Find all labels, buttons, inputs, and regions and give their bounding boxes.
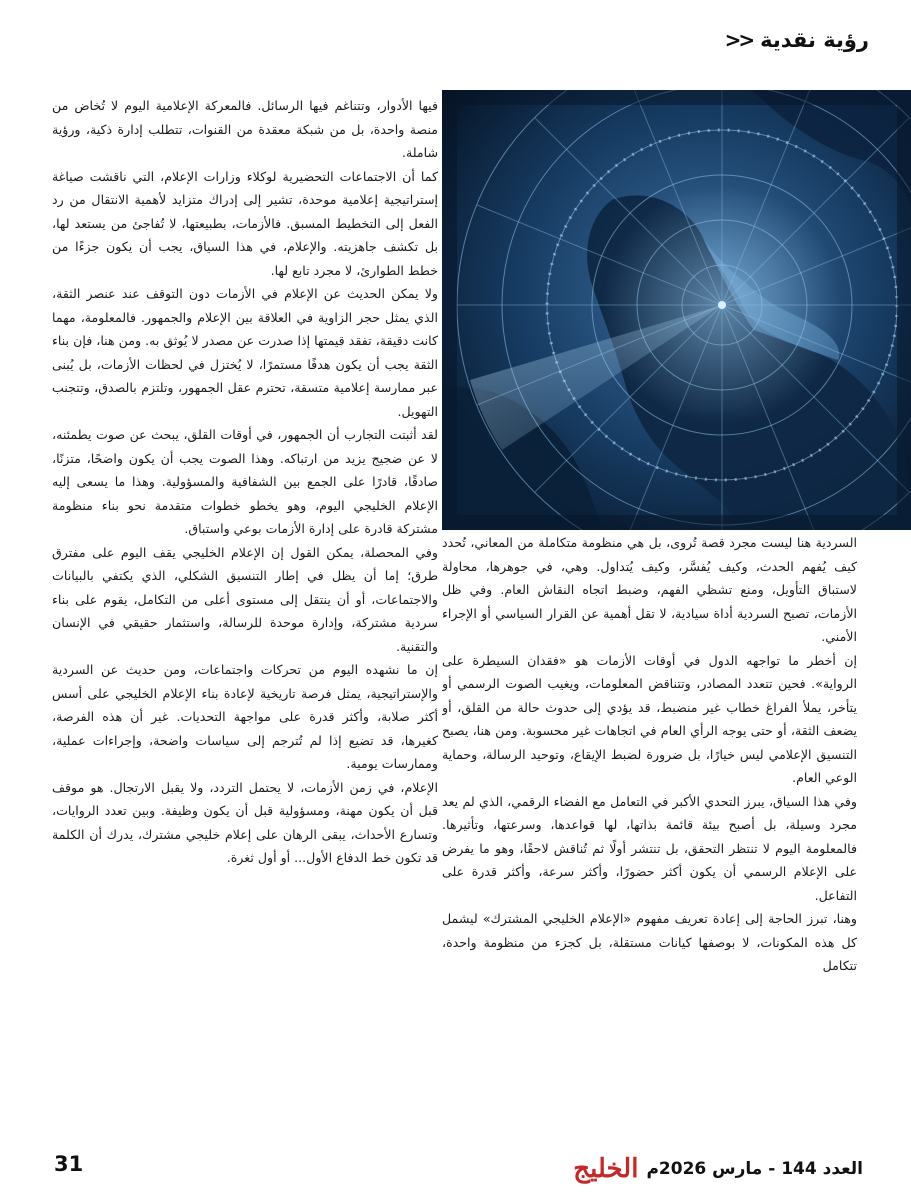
issue-info [573, 1156, 863, 1182]
chevron-icon: << [724, 28, 753, 52]
right-text-column [442, 531, 857, 1129]
paragraph: وفي المحصلة، يمكن القول إن الإعلام الخليجي يقف اليوم على مفترق طرق؛ إما أن يظل في إطار التنسيق الشكلي، الذي يكتفي بالبيانات والاجتماعات، أو أن ينتقل إلى مستوى أعلى من التكامل، يقوم على بناء سردية مشتركة، وإدارة موحدة للرسالة، واستثمار حقيقي في الإنسان والتقنية. [52, 544, 438, 654]
page-number: 31 [54, 1152, 84, 1176]
section-header [725, 28, 869, 52]
radar-map-image [442, 90, 911, 530]
left-text-column [52, 94, 438, 1128]
paragraph: ولا يمكن الحديث عن الإعلام في الأزمات دون التوقف عند عنصر الثقة، الذي يمثل حجر الزاوية في العلاقة بين الإعلام والجمهور. فالمعلومة، مهما كانت دقيقة، تفقد قيمتها إذا صدرت عن مصدر لا يُوثق به. ومن هنا، فإن بناء الثقة يجب أن يكون هدفًا مستمرًا، لا يُختزل في لحظات الأزمات، بل يُبنى عبر ممارسة إعلامية متسقة، تحترم عقل الجمهور، وتلتزم بالصدق، وتتجنب التهويل. [52, 286, 438, 419]
paragraph: لقد أثبتت التجارب أن الجمهور، في أوقات القلق، يبحث عن صوت يطمئنه، لا عن ضجيج يزيد من ارتباكه. وهذا الصوت يجب أن يكون واضحًا، متزنًا، صادقًا، قادرًا على الجمع بين الشفافية والمسؤولية. وهذا ما يسعى إليه الإعلام الخليجي اليوم، وهو يخطو خطوات متقدمة نحو بناء منظومة مشتركة قادرة على إدارة الأزمات بوعي واستباق. [52, 427, 438, 536]
issue-text: العدد 144 - مارس 2026م [646, 1159, 863, 1179]
paragraph: إن ما نشهده اليوم من تحركات واجتماعات، ومن حديث عن السردية والإستراتيجية، يمثل فرصة تاريخية لإعادة بناء الإعلام الخليجي على أسس أكثر صلابة، وأكثر قدرة على مواجهة التحديات. غير أن هذه الفرصة، كغيرها، قد تضيع إذا لم تُترجم إلى سياسات واضحة، وإجراءات عملية، وممارسات يومية. [52, 662, 438, 771]
paragraph: السردية هنا ليست مجرد قصة تُروى، بل هي منظومة متكاملة من المعاني، تُحدد كيف يُفهم الحدث، وكيف يُفسَّر، وكيف يُتداول. وهي، في جوهرها، محاولة لاستباق التأويل، ومنع تشظي الفهم، وضبط اتجاه النقاش العام. وفي ظل الأزمات، تصبح السردية أداة سيادية، لا تقل أهمية عن القرار السياسي أو الإجراء الأمني. [442, 535, 857, 644]
page-footer [40, 1150, 871, 1190]
magazine-logo: الخليج [573, 1154, 639, 1184]
paragraph: كما أن الاجتماعات التحضيرية لوكلاء وزارات الإعلام، التي ناقشت صياغة إستراتيجية إعلامية موحدة، تشير إلى إدراك متزايد لأهمية الانتقال من رد الفعل إلى التخطيط المسبق. فالأزمات، بطبيعتها، لا تُفاجئ من يستعد لها، بل تكشف جاهزيته. والإعلام، في هذا السياق، يجب أن يكون جزءًا من خطط الطوارئ، لا مجرد تابع لها. [52, 168, 438, 278]
radar-map-illustration [442, 90, 911, 530]
section-title: رؤية نقدية [760, 28, 869, 52]
paragraph: الإعلام، في زمن الأزمات، لا يحتمل التردد، ولا يقبل الارتجال. هو موقف قبل أن يكون مهنة، ومسؤولية قبل أن يكون وظيفة. وبين تعدد الروايات، وتسارع الأحداث، يبقى الرهان على إعلام خليجي مشترك، يدرك أن الكلمة قد تكون خط الدفاع الأول... أو أول ثغرة. [52, 779, 438, 865]
paragraph: وفي هذا السياق، يبرز التحدي الأكبر في التعامل مع الفضاء الرقمي، الذي لم يعد مجرد وسيلة، بل أصبح بيئة قائمة بذاتها، لها قواعدها، وسرعتها، وتأثيرها. فالمعلومة اليوم لا تنتظر التحقق، بل تنتشر أولًا ثم تُناقش لاحقًا، وهو ما يفرض على الإعلام الرسمي أن يكون أكثر حضورًا، وأكثر سرعة، وأكثر قدرة على التفاعل. [442, 793, 857, 903]
paragraph: فيها الأدوار، وتتناغم فيها الرسائل. فالمعركة الإعلامية اليوم لا تُخاض من منصة واحدة، بل من شبكة معقدة من القنوات، تتطلب إدارة ذكية، ورؤية شاملة. [52, 98, 438, 160]
paragraph: وهنا، تبرز الحاجة إلى إعادة تعريف مفهوم «الإعلام الخليجي المشترك» ليشمل كل هذه المكونات، لا بوصفها كيانات مستقلة، بل كجزء من منظومة واحدة، تتكامل [442, 911, 857, 973]
paragraph: إن أخطر ما تواجهه الدول في أوقات الأزمات هو «فقدان السيطرة على الرواية». فحين تتعدد المصادر، وتتناقض المعلومات، ويغيب الصوت الرسمي أو يتأخر، يملأ الفراغ خطاب غير منضبط، قد يؤدي إلى حدوث حالة من القلق، أو يضعف الثقة، أو حتى يوجه الرأي العام في اتجاهات غير محسوبة. ومن هنا، يصبح التنسيق الإعلامي ليس خيارًا، بل ضرورة لضبط الإيقاع، وتوحيد الرسالة، وحماية الوعي العام. [442, 652, 857, 785]
